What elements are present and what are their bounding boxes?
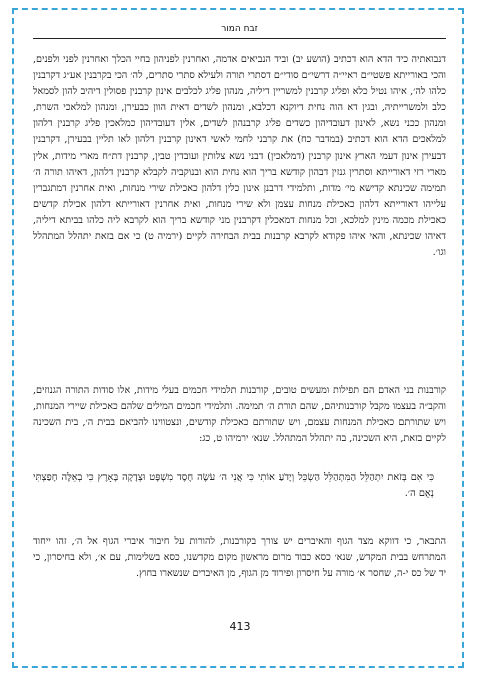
paragraph-zohar: דנבואתיה כיד הדא הוא דכתיב (הושע יב) וביד הנביאים אדמה, ואחרנין לפניהון בחיי הכלך ואחרנין לפני ולפנים, והכי באורייתא פשטי״ם ראיי״ה דרשי״ם סודי״ם דסתרי תורה ולעילא סתרי סתרים, לה׳ הכי בקרבנין אע״ג דקרבנין כלהו לה׳, איהו נטיל כלא ופליג קרבנין למשריין דיליה, מנהון פליג לכלבים אינון קרבנין פסולין דיהיב להון לסמאל כלב ולמשרייתיה, ובגין דא הוה נחית דיוקנא דכלבא, ומנהון לשדים דאית הוון כבעירן, ומנהון למלאכי השרת, ומנהון ככני נשא, לאינון דעובדיהון כשדים פליג קרבנהון לשדים, אלין דעובדיהון כמלאכין פליג קרבנין דלהון למלאכים הדא הוא דכתיב (במדבר כח) את קרבני לחמי לאשי דאינון קרבנין דלהון לאו תליין בבעירן, דקרבנין דבעירן אינון דעמי הארץ אינון קרבנין (דמלאכין) דבני נשא צלותין ועובדין טבין, קרבנין דת״ח מארי מידות, אלין מארי רזי דאורייתא וסתרין גנזין דבהון קודשא בריך הוא נחית הוא ובנוקביה לקבלא קרבנין דלהון, דאיהו תורה ה׳ תמימה שכינתא קדישא מי׳ מדות, ותלמידי דרבנן אינון כלין דלהון כאכילת שירי מנחות, ואית אחרנין דמתגברין עלייהו דאורייתא דלהון כאכילת מנחות עצמן ולא שירי מנחות, ואית אחרנין דאורייתא דלהון אכילת קדשים כאכילת מכמה מינין למלכא, וכל מנחות דמאכלין דקרבנין מני קודשא בריך הוא לקרבא ליה כלהו בביתא דיליה, דאיהו שכינתא, והאי איהו פקודא לקרבא קרבנות בבית הבחירה לקיים (ירמיה ט) כי אם בזאת יתהלל המתהלל וגו׳.: [33, 54, 446, 259]
running-title: זבח המור: [221, 24, 258, 34]
page-number: 413: [229, 620, 251, 633]
paragraph-conclusion: התבאר, כי דווקא מצד הגוף והאיברים יש צורך בקורבנות, להורות על חיבור איברי הגוף אל ה׳, זהו ייחוד המתרחש בבית המקדש, שנא׳ כסא כבוד מרום מראשון מקום מקדשנו, כסא בשלימות, עם א׳, ולא בחיסרון, כי יד של כס י-ה, שחסר א׳ מורה על חיסרון ופירוד מן הגוף, מן האיברים שנשארו בחוץ.: [33, 536, 446, 580]
verse-quote: כִּי אִם בְּזֹאת יִתְהַלֵּל הַמִּתְהַלֵּל הַשְׂכֵּל וְיָדֹעַ אוֹתִי כִּי אֲנִי ה׳ עֹשֶׂה חֶסֶד מִשְׁפָּט וּצְדָקָה בָּאָרֶץ כִּי בְאֵלֶּה חָפַצְתִּי נְאֻם ה׳.: [33, 472, 434, 499]
paragraph-explanation: קורבנות בני האדם הם תפילות ומעשים טובים, קורבנות תלמידי חכמים בעלי מידות, אלו סודות התורה הגנוזים, והקב״ה בעצמו מקבל קורבנותיהם, שהם תורת ה׳ תמימה. ותלמידי חכמים המילים שלהם כאכילת שיירי המנחות, ויש שתורתם כאכילת המנחות עצמם, ויש שתורתם כאכילת קודשים, ונצטווינו להביאם בבית ה׳, בית השכינה לקיים בזאת, היא השכינה, בה יתהלל המתהלל. שנא׳ ירמיהו ט, כג:: [33, 385, 446, 445]
page-header: [33, 24, 446, 39]
page-body: [33, 52, 446, 621]
